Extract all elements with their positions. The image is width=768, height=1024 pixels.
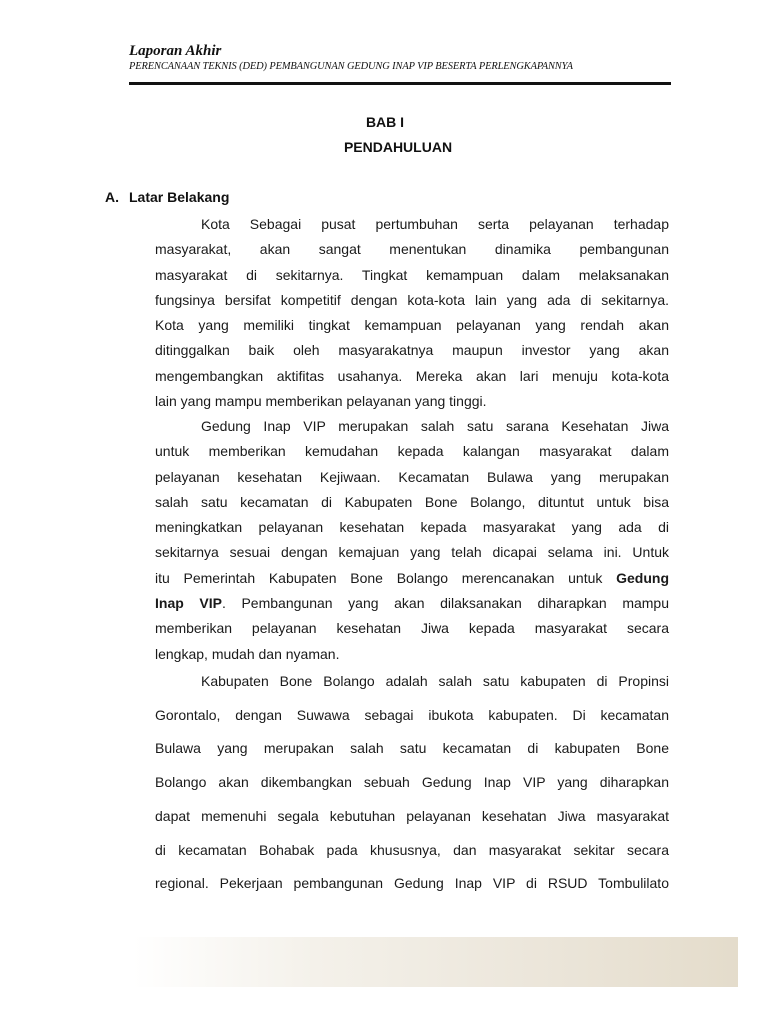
text-line: di kecamatan Bohabak pada khususnya, dan masyarakat sekitar secara: [155, 841, 669, 858]
text-line: masyarakat, akan sangat menentukan dinamika pembangunan: [155, 241, 669, 258]
text-line: Kabupaten Bone Bolango adalah salah satu kabupaten di Propinsi: [201, 673, 669, 689]
text-line: masyarakat di sekitarnya. Tingkat kemampuan dalam melaksanakan: [155, 266, 669, 283]
bold-text: Gedung: [616, 569, 670, 586]
footer-decoration: [133, 937, 738, 987]
text-line: meningkatkan pelayanan kesehatan kepada masyarakat yang ada di: [155, 519, 669, 536]
text-line: pelayanan kesehatan Kejiwaan. Kecamatan Bulawa yang merupakan: [155, 468, 669, 485]
text-line: untuk memberikan kemudahan kepada kalangan masyarakat dalam: [155, 443, 669, 460]
text-line: lain yang mampu memberikan pelayanan yang tinggi.: [155, 393, 487, 410]
text-line: regional. Pekerjaan pembangunan Gedung Inap VIP di RSUD Tombulilato: [155, 875, 669, 892]
text-line: Bulawa yang merupakan salah satu kecamatan di kabupaten Bone: [155, 740, 669, 757]
section-title: Latar Belakang: [129, 189, 230, 205]
text-line: [155, 591, 669, 616]
text-line: Kota Sebagai pusat pertumbuhan serta pelayanan terhadap: [201, 216, 669, 232]
running-header: [129, 43, 671, 73]
text-line: Gorontalo, dengan Suwawa sebagai ibukota kabupaten. Di kecamatan: [155, 706, 669, 723]
chapter-title: PENDAHULUAN: [343, 139, 453, 155]
text-line: mengembangkan aktifitas usahanya. Mereka akan lari menuju kota-kota: [155, 367, 669, 384]
text-line: sekitarnya sesuai dengan kemajuan yang telah dicapai selama ini. Untuk: [155, 544, 669, 561]
text-line: Bolango akan dikembangkan sebuah Gedung Inap VIP yang diharapkan: [155, 774, 669, 791]
text-line: memberikan pelayanan kesehatan Jiwa kepada masyarakat secara: [155, 620, 669, 637]
text-line: Kota yang memiliki tingkat kemampuan pelayanan yang rendah akan: [155, 317, 669, 334]
paragraph-2: [155, 414, 669, 667]
bold-text: Inap VIP: [155, 595, 222, 612]
paragraph-1: [155, 212, 669, 414]
chapter-number: BAB I: [365, 114, 405, 130]
paragraph-3: [155, 665, 669, 901]
text-line: dapat memenuhi segala kebutuhan pelayanan kesehatan Jiwa masyarakat: [155, 807, 669, 824]
report-title: Laporan Akhir: [129, 43, 222, 59]
text-line: salah satu kecamatan di Kabupaten Bone Bolango, dituntut untuk bisa: [155, 493, 669, 510]
header-divider: [129, 82, 671, 85]
text-run: . Pembangunan yang akan dilaksanakan diharapkan mampu: [221, 595, 670, 612]
section-heading: [105, 189, 229, 205]
report-subtitle: PERENCANAAN TEKNIS (DED) PEMBANGUNAN GEDUNG INAP VIP BESERTA PERLENGKAPANNYA: [129, 61, 573, 72]
text-line: ditinggalkan baik oleh masyarakatnya maupun investor yang akan: [155, 342, 669, 359]
section-number: A.: [105, 189, 119, 205]
text-line: lengkap, mudah dan nyaman.: [155, 645, 340, 662]
text-line: fungsinya bersifat kompetitif dengan kota-kota lain yang ada di sekitarnya.: [155, 291, 669, 308]
text-line: Gedung Inap VIP merupakan salah satu sarana Kesehatan Jiwa: [201, 418, 669, 434]
text-run: itu Pemerintah Kabupaten Bone Bolango merencanakan untuk: [155, 569, 603, 586]
text-line: [155, 566, 669, 591]
